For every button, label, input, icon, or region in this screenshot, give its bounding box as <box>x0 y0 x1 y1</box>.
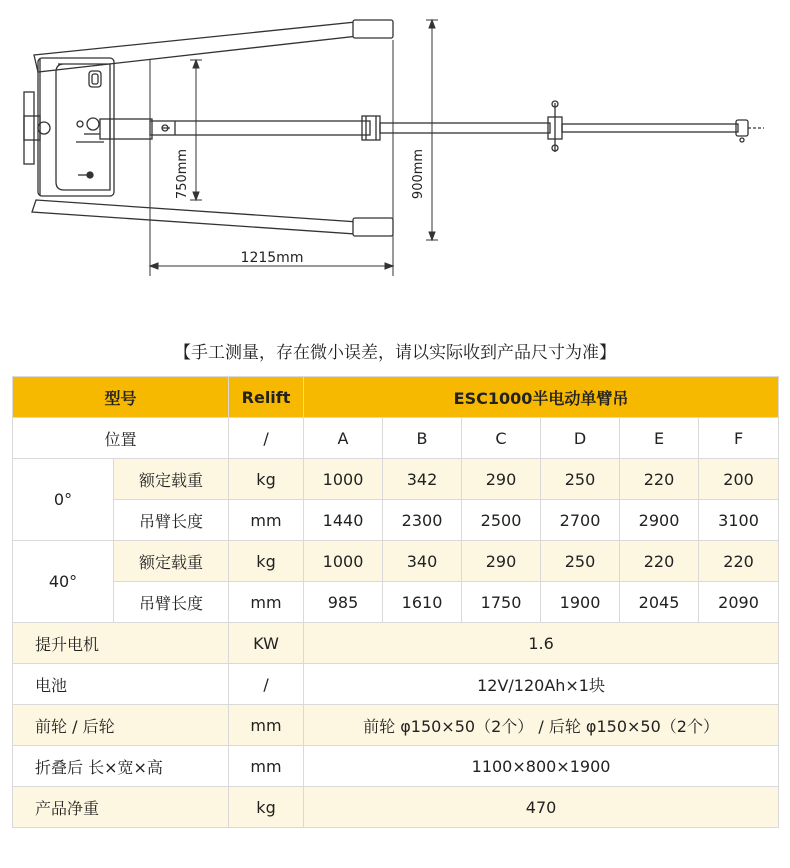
row-unit: mm <box>229 500 304 541</box>
row-unit: mm <box>229 582 304 623</box>
spec-value: 1100×800×1900 <box>304 746 779 787</box>
row-label: 吊臂长度 <box>114 500 229 541</box>
spec-label: 提升电机 <box>13 623 229 664</box>
cell: 2090 <box>699 582 779 623</box>
table-row <box>13 664 779 705</box>
spec-unit: mm <box>229 746 304 787</box>
dim-inner-label: 750mm <box>175 148 190 200</box>
cell: 220 <box>699 541 779 582</box>
cell: 1000 <box>304 459 383 500</box>
upper-wheel <box>353 20 393 38</box>
cell: 1900 <box>541 582 620 623</box>
spec-label: 电池 <box>13 664 229 705</box>
cell: 2045 <box>620 582 699 623</box>
measurement-note: 【手工测量，存在微小误差，请以实际收到产品尺寸为准】 <box>174 343 616 363</box>
cell: 985 <box>304 582 383 623</box>
cell: 2700 <box>541 500 620 541</box>
cell: 290 <box>462 459 541 500</box>
cell: 2500 <box>462 500 541 541</box>
table-row <box>13 787 779 828</box>
angle-40-label: 40° <box>13 541 114 623</box>
position-col: C <box>462 418 541 459</box>
row-label: 额定载重 <box>114 541 229 582</box>
spec-value: 470 <box>304 787 779 828</box>
cell: 290 <box>462 541 541 582</box>
cell: 1750 <box>462 582 541 623</box>
cell: 2300 <box>383 500 462 541</box>
spec-table <box>12 376 779 828</box>
crane-top-view-drawing <box>0 0 790 300</box>
main-boom <box>150 121 370 135</box>
header-product: ESC1000半电动单臂吊 <box>304 377 779 418</box>
dim-outer-label: 900mm <box>411 148 426 200</box>
dim-width-label: 1215mm <box>240 250 304 266</box>
spec-unit: kg <box>229 787 304 828</box>
cell: 250 <box>541 541 620 582</box>
spec-value: 前轮 φ150×50（2个） / 后轮 φ150×50（2个） <box>304 705 779 746</box>
telescopic-boom <box>380 123 550 133</box>
arm-base <box>100 119 152 139</box>
cell: 340 <box>383 541 462 582</box>
spec-value: 1.6 <box>304 623 779 664</box>
row-label: 额定载重 <box>114 459 229 500</box>
spec-unit: KW <box>229 623 304 664</box>
header-brand: Relift <box>229 377 304 418</box>
lower-wheel <box>353 218 393 236</box>
position-col: F <box>699 418 779 459</box>
boom-sleeve <box>362 116 380 140</box>
table-row <box>13 500 779 541</box>
spec-unit: / <box>229 664 304 705</box>
cell: 220 <box>620 541 699 582</box>
spec-value: 12V/120Ah×1块 <box>304 664 779 705</box>
row-unit: kg <box>229 541 304 582</box>
position-col: E <box>620 418 699 459</box>
extension-boom <box>562 124 738 132</box>
position-col: B <box>383 418 462 459</box>
mast <box>24 92 34 164</box>
header-model-label: 型号 <box>13 377 229 418</box>
position-col: A <box>304 418 383 459</box>
cell: 342 <box>383 459 462 500</box>
cell: 1610 <box>383 582 462 623</box>
spec-unit: mm <box>229 705 304 746</box>
cell: 1000 <box>304 541 383 582</box>
cell: 200 <box>699 459 779 500</box>
cell: 220 <box>620 459 699 500</box>
table-header-row <box>13 377 779 418</box>
cell: 1440 <box>304 500 383 541</box>
position-col: D <box>541 418 620 459</box>
row-unit: kg <box>229 459 304 500</box>
position-label: 位置 <box>13 418 229 459</box>
table-row <box>13 541 779 582</box>
table-row <box>13 705 779 746</box>
cell: 2900 <box>620 500 699 541</box>
table-row <box>13 582 779 623</box>
position-unit: / <box>229 418 304 459</box>
lower-leg <box>32 200 358 234</box>
table-row <box>13 746 779 787</box>
cell: 250 <box>541 459 620 500</box>
table-row <box>13 623 779 664</box>
cell: 3100 <box>699 500 779 541</box>
spec-label: 折叠后 长×宽×高 <box>13 746 229 787</box>
spec-label: 前轮 / 后轮 <box>13 705 229 746</box>
control-box <box>56 64 110 190</box>
spec-label: 产品净重 <box>13 787 229 828</box>
table-row <box>13 418 779 459</box>
angle-0-label: 0° <box>13 459 114 541</box>
table-row <box>13 459 779 500</box>
row-label: 吊臂长度 <box>114 582 229 623</box>
